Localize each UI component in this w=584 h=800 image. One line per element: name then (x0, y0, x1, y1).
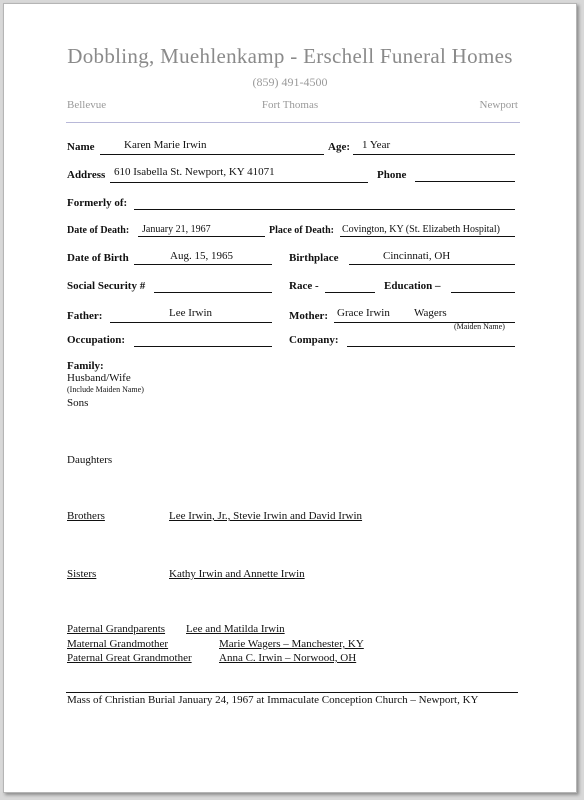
phone-label: Phone (377, 169, 407, 181)
include-maiden-note: (Include Maiden Name) (67, 385, 144, 394)
name-value: Karen Marie Irwin (124, 139, 207, 151)
address-value: 610 Isabella St. Newport, KY 41071 (114, 166, 275, 178)
paternal-great-grandmother-value: Anna C. Irwin – Norwood, OH (219, 652, 357, 664)
address-label: Address (67, 169, 106, 181)
funeral-home-phone: (859) 491-4500 (252, 75, 328, 89)
dob-label: Date of Birth (67, 252, 129, 264)
husband-wife-label: Husband/Wife (67, 372, 131, 384)
header-divider (66, 122, 520, 123)
location-fort-thomas: Fort Thomas (261, 99, 319, 111)
pod-line (340, 236, 515, 237)
mother-label: Mother: (289, 310, 329, 322)
age-value: 1 Year (362, 139, 391, 151)
phone-line (415, 181, 515, 182)
father-label: Father: (67, 310, 103, 322)
location-bellevue: Bellevue (67, 99, 107, 111)
pod-label: Place of Death: (269, 225, 334, 236)
age-line (353, 154, 515, 155)
occupation-line (134, 346, 272, 347)
birthplace-value: Cincinnati, OH (383, 250, 451, 262)
brothers-value: Lee Irwin, Jr., Stevie Irwin and David Irwin (169, 510, 363, 522)
sisters-label: Sisters (67, 568, 97, 580)
birthplace-label: Birthplace (289, 252, 339, 264)
education-line (451, 292, 515, 293)
race-line (325, 292, 375, 293)
paternal-grandparents-label: Paternal Grandparents (67, 623, 166, 635)
maternal-grandmother-label: Maternal Grandmother (67, 638, 169, 650)
dob-value: Aug. 15, 1965 (170, 250, 233, 262)
dod-line (138, 236, 265, 237)
company-line (347, 346, 515, 347)
occupation-label: Occupation: (67, 334, 126, 346)
family-heading: Family: (67, 360, 104, 372)
race-label: Race - (289, 280, 319, 292)
address-line (110, 182, 368, 183)
ssn-label: Social Security # (67, 280, 146, 292)
maiden-name-note: (Maiden Name) (454, 322, 505, 331)
sons-label: Sons (67, 397, 89, 409)
mother-value: Grace Irwin (337, 307, 390, 319)
funeral-home-title: Dobbling, Muehlenkamp - Erschell Funeral Homes (67, 44, 513, 68)
name-line (100, 154, 324, 155)
dod-value: January 21, 1967 (142, 224, 211, 235)
daughters-label: Daughters (67, 454, 113, 466)
ssn-line (154, 292, 272, 293)
maternal-grandmother-value: Marie Wagers – Manchester, KY (219, 638, 364, 650)
sisters-value: Kathy Irwin and Annette Irwin (169, 568, 305, 580)
mother-maiden-value: Wagers (414, 307, 447, 319)
dob-line (134, 264, 272, 265)
footer-divider (66, 692, 518, 693)
birthplace-line (349, 264, 515, 265)
mass-of-christian-burial: Mass of Christian Burial January 24, 1967 at Immaculate Conception Church – Newport, KY (67, 694, 479, 706)
pod-value: Covington, KY (St. Elizabeth Hospital) (342, 224, 500, 235)
company-label: Company: (289, 334, 339, 346)
funeral-record-document (3, 3, 577, 793)
paternal-grandparents-value: Lee and Matilda Irwin (186, 623, 285, 635)
father-value: Lee Irwin (169, 307, 213, 319)
dod-label: Date of Death: (67, 225, 130, 236)
father-line (110, 322, 272, 323)
formerly-label: Formerly of: (67, 197, 128, 209)
brothers-label: Brothers (67, 510, 105, 522)
name-label: Name (67, 141, 95, 153)
formerly-line (134, 209, 515, 210)
location-newport: Newport (479, 99, 518, 111)
paternal-great-grandmother-label: Paternal Great Grandmother (67, 652, 192, 664)
education-label: Education – (384, 280, 441, 292)
age-label: Age: (328, 141, 350, 153)
